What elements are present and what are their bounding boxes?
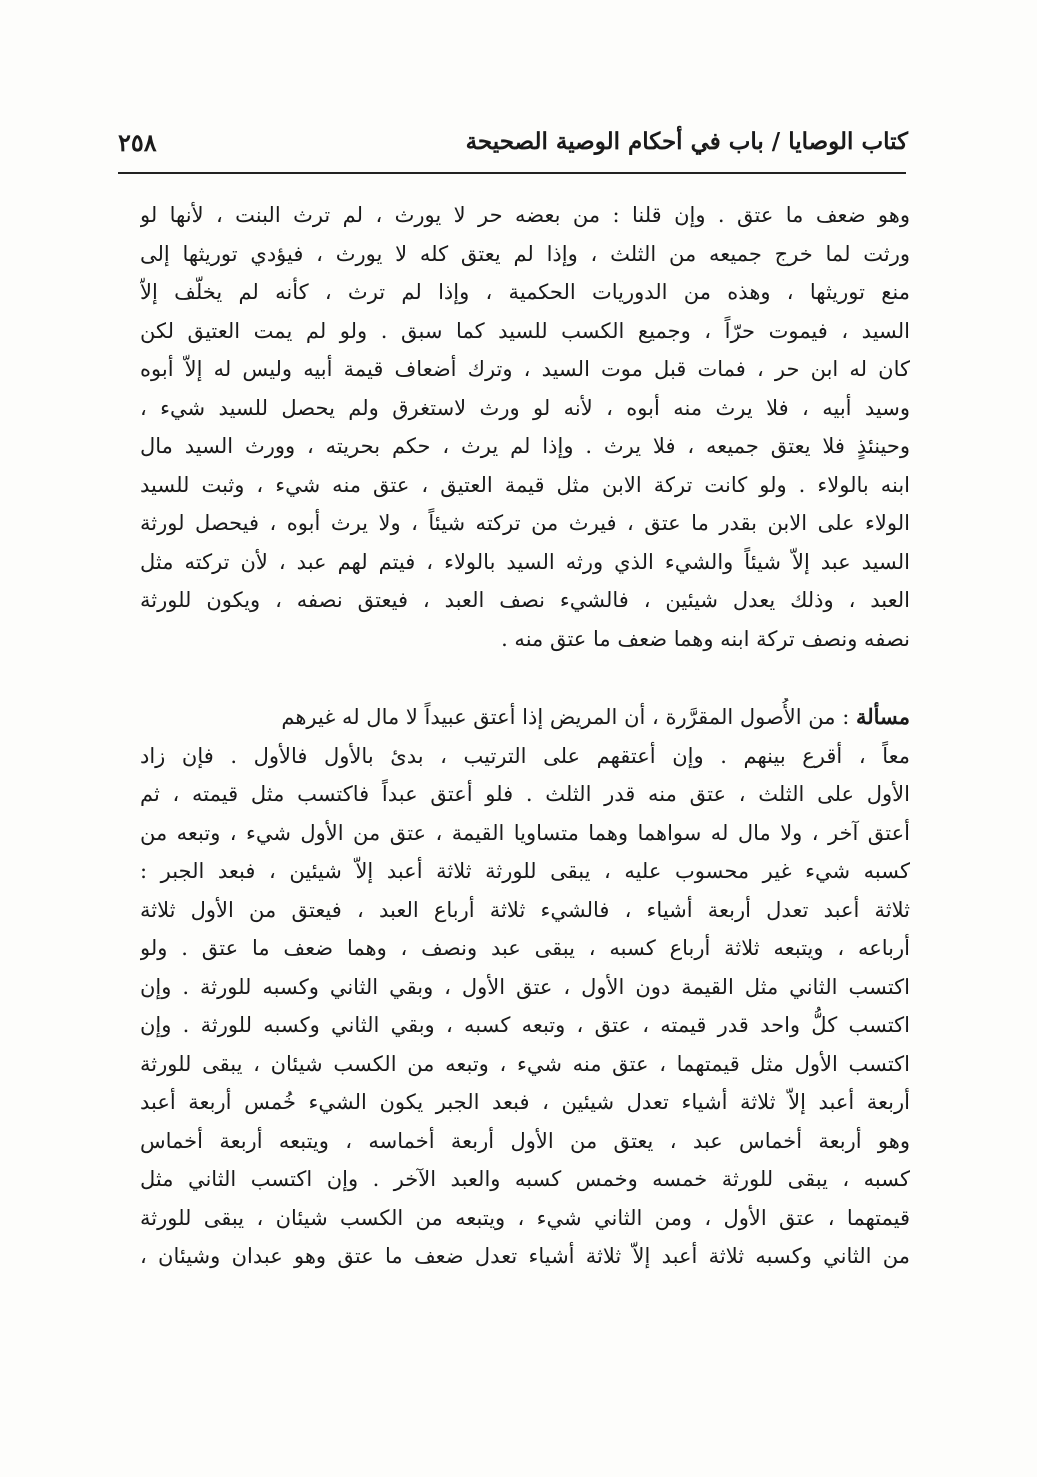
text-line: أرباعه ، ويتبعه ثلاثة أرباع كسبه ، يبقى عبد ونصف ، وهما ضعف ما عتق . ولو [140, 936, 910, 960]
text-line: ثلاثة أعبد تعدل أربعة أشياء ، فالشيء ثلاثة أرباع العبد ، فيعتق من الأول ثلاثة [140, 897, 910, 922]
text-line: اكتسب كلُّ واحد قدر قيمته ، عتق ، وتبعه كسبه ، وبقي الثاني وكسبه للورثة . وإن [140, 1013, 910, 1037]
masala-label: مسألة [855, 704, 910, 729]
text-line: وحينئذٍ فلا يعتق جميعه ، فلا يرث . وإذا لم يرث ، حكم بحريته ، وورث السيد مال [140, 434, 910, 458]
text-line: قيمتهما ، عتق الأول ، ومن الثاني شيء ، ويتبعه من الكسب شيئان ، يبقى للورثة [140, 1205, 910, 1230]
text-line: ابنه بالولاء . ولو كانت تركة الابن مثل قيمة العتيق ، عتق منه شيء ، وثبت للسيد [140, 472, 910, 497]
text-line: العبد ، وذلك يعدل شيئين ، فالشيء نصف العبد ، فيعتق نصفه ، ويكون للورثة [140, 588, 910, 612]
text-line: وسيد أبيه ، فلا يرث منه أبوه ، لأنه لو ورث لاستغرق ولم يحصل للسيد شيء ، [140, 395, 910, 420]
text-line: نصفه ونصف تركة ابنه وهما ضعف ما عتق منه . [501, 626, 910, 651]
text-line: السيد ، فيموت حرّاً ، وجميع الكسب للسيد كما سبق . ولو لم يمت العتيق لكن [140, 318, 910, 343]
text-line: كان له ابن حر ، فمات قبل موت السيد ، وترك أضعاف قيمة أبيه وليس له إلاّ أبوه [140, 357, 910, 381]
running-header [118, 128, 908, 166]
text-line: من الثاني وكسبه ثلاثة أعبد إلاّ ثلاثة أشياء تعدل ضعف ما عتق وهو عبدان وشيئان ، [140, 1244, 910, 1268]
text-line: الولاء على الابن بقدر ما عتق ، فيرث من تركته شيئاً ، ولا يرث أبوه ، فيحصل لورثة [140, 511, 910, 535]
masala-first-line [140, 698, 910, 737]
text-line: معاً ، أقرع بينهم . وإن أعتقهم على الترتيب ، بدئ بالأول فالأول . فإن زاد [140, 743, 910, 768]
text-line: وهو أربعة أخماس عبد ، يعتق من الأول أربعة أخماسه ، ويتبعه أربعة أخماس [140, 1128, 910, 1153]
text-line: كسبه ، يبقى للورثة خمسه وخمس كسبه والعبد الآخر . وإن اكتسب الثاني مثل [140, 1167, 910, 1191]
text-line: اكتسب الثاني مثل القيمة دون الأول ، عتق الأول ، وبقي الثاني وكسبه للورثة . وإن [140, 974, 910, 999]
text-line: منع توريثها ، وهذه من الدوريات الحكمية ، وإذا لم ترث ، كأنه لم يخلّف إلاّ [140, 280, 910, 304]
text-line: ورثت لما خرج جميعه من الثلث ، وإذا لم يعتق كله لا يورث ، فيؤدي توريثها إلى [140, 241, 910, 266]
text-line: أعتق آخر ، ولا مال له سواهما وهما متساويا القيمة ، عتق من الأول شيء ، وتبعه من [140, 820, 910, 845]
text-line: السيد عبد إلاّ شيئاً والشيء الذي ورثه السيد بالولاء ، فيتم لهم عبد ، لأن تركته مثل [140, 549, 910, 574]
text-line: الأول على الثلث ، عتق منه قدر الثلث . فلو أعتق عبداً فاكتسب مثل قيمته ، ثم [140, 782, 910, 806]
paragraph-masala [140, 698, 910, 1276]
header-divider [118, 172, 906, 174]
masala-first-line-text: : من الأُصول المقرَّرة ، أن المريض إذا أعتق عبيداً لا مال له غيرهم [281, 705, 856, 729]
header-title: كتاب الوصايا / باب في أحكام الوصية الصحيحة [465, 128, 908, 155]
text-line: اكتسب الأول مثل قيمتهما ، عتق منه شيء ، وتبعه من الكسب شيئان ، يبقى للورثة [140, 1051, 910, 1076]
text-line: أربعة أعبد إلاّ ثلاثة أشياء تعدل شيئين ، فبعد الجبر يكون الشيء خُمس أربعة أعبد [140, 1090, 910, 1114]
text-line: وهو ضعف ما عتق . وإن قلنا : من بعضه حر لا يورث ، لم ترث البنت ، لأنها لو [140, 203, 910, 227]
paragraph-continuation [140, 196, 910, 658]
page-number: ٢٥٨ [118, 128, 157, 157]
text-line: كسبه شيء غير محسوب عليه ، يبقى للورثة ثلاثة أعبد إلاّ شيئين ، فبعد الجبر : [140, 859, 910, 883]
